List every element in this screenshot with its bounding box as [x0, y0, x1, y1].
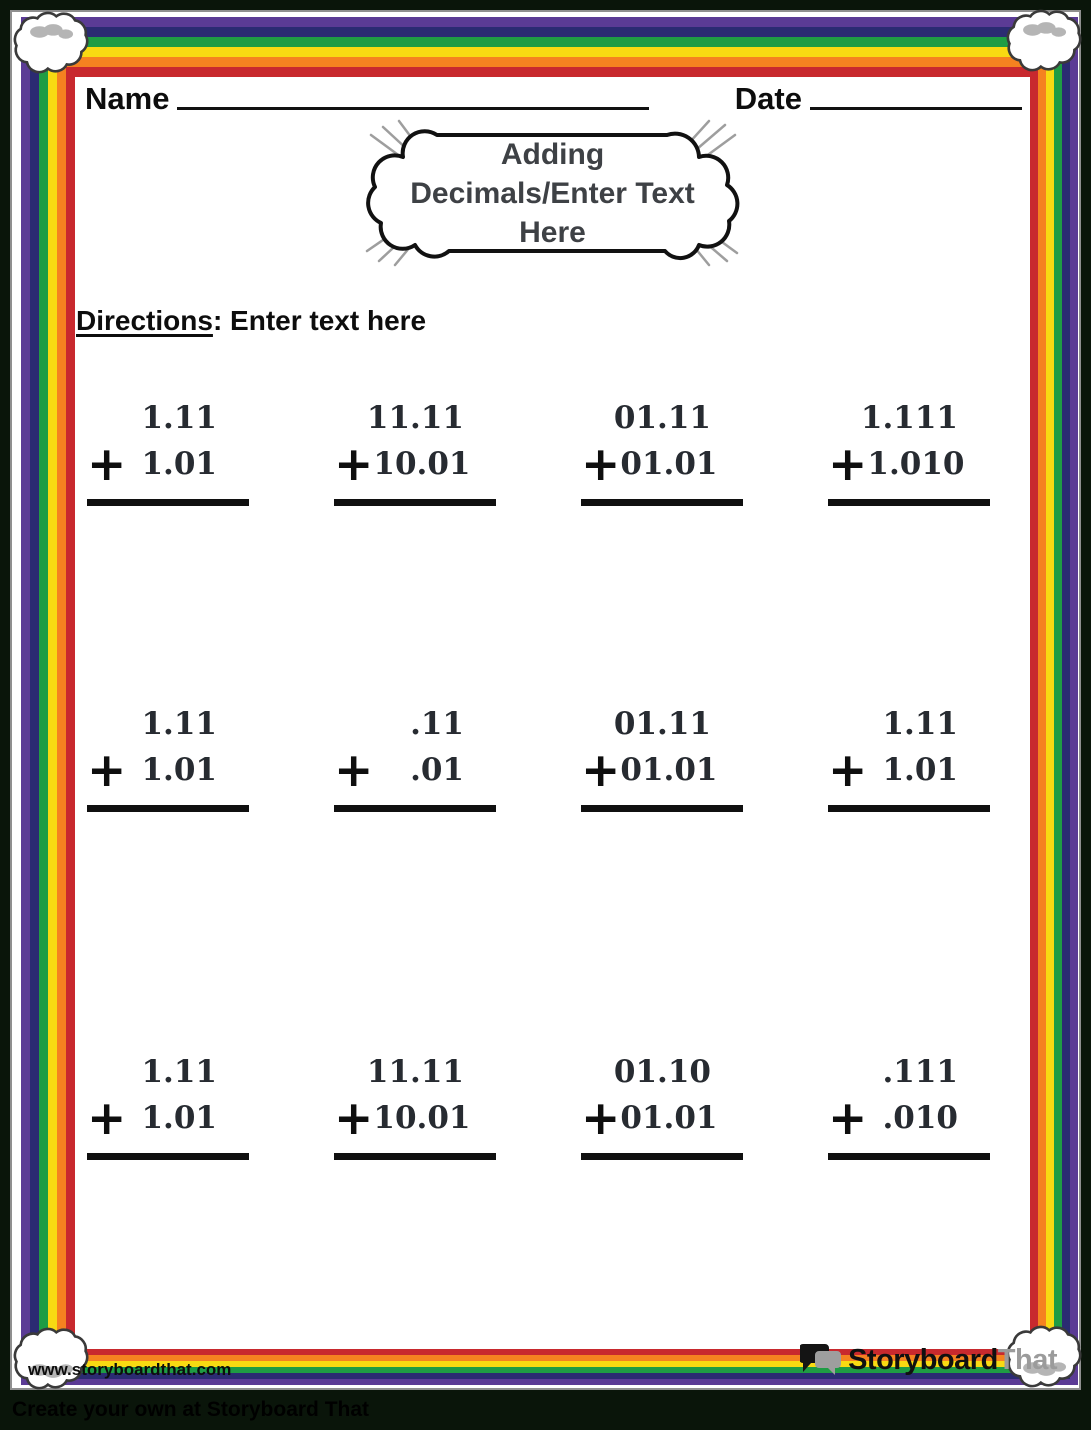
border-band-orange — [57, 57, 1046, 1361]
answer-line — [828, 805, 990, 812]
problem — [334, 706, 496, 812]
cloud-icon — [8, 10, 92, 82]
border-band-red — [66, 67, 1038, 1355]
plus-operator: + — [87, 1091, 127, 1146]
problem — [334, 1054, 496, 1160]
problem — [828, 706, 990, 812]
addend-top: 1.11 — [882, 706, 958, 742]
problem — [828, 1054, 990, 1160]
footer-note-link[interactable]: Create your own at Storyboard That — [12, 1398, 370, 1421]
addend-top: .11 — [410, 706, 464, 742]
plus-operator: + — [334, 1091, 374, 1146]
name-date-row — [85, 81, 1022, 117]
plus-operator: + — [334, 743, 374, 798]
border-band-indigo — [30, 27, 1070, 1379]
site-url-link[interactable]: www.storyboardthat.com — [28, 1360, 232, 1379]
speech-bubble-icon — [800, 1342, 844, 1378]
problem — [87, 400, 249, 506]
problems-row-1 — [75, 400, 1030, 506]
cloud-icon — [1001, 8, 1085, 80]
addend-bottom: 10.01 — [373, 1100, 471, 1137]
answer-line — [581, 1153, 743, 1160]
addend-bottom: 10.01 — [373, 446, 471, 483]
addend-top: 11.11 — [366, 1054, 464, 1090]
addend-top: 1.11 — [141, 400, 217, 436]
plus-operator: + — [334, 437, 374, 492]
problem — [87, 706, 249, 812]
problems-row-2 — [75, 706, 1030, 812]
problem — [581, 400, 743, 506]
problem — [581, 1054, 743, 1160]
answer-line — [828, 499, 990, 506]
rainbow-border — [21, 17, 1078, 1385]
plus-operator: + — [581, 1091, 621, 1146]
border-band-yellow — [48, 47, 1054, 1367]
addend-bottom: 01.01 — [620, 752, 718, 789]
addend-bottom: 1.01 — [141, 446, 217, 483]
worksheet-sheet — [10, 10, 1081, 1390]
answer-line — [334, 805, 496, 812]
answer-line — [828, 1153, 990, 1160]
plus-operator: + — [828, 1091, 868, 1146]
answer-line — [87, 1153, 249, 1160]
plus-operator: + — [87, 437, 127, 492]
addend-top: .111 — [882, 1054, 958, 1090]
logo-part2: That — [997, 1343, 1057, 1376]
problem — [828, 400, 990, 506]
addend-top: 01.11 — [613, 706, 711, 742]
plus-operator: + — [828, 743, 868, 798]
directions-line — [76, 305, 426, 337]
worksheet-content — [75, 77, 1030, 1349]
title-cloud — [337, 119, 769, 267]
addend-bottom: .010 — [882, 1100, 958, 1137]
answer-line — [334, 499, 496, 506]
answer-line — [334, 1153, 496, 1160]
logo-text — [848, 1344, 1057, 1377]
answer-line — [581, 805, 743, 812]
problems-row-3 — [75, 1054, 1030, 1160]
problem — [87, 1054, 249, 1160]
addend-bottom: 1.010 — [867, 446, 965, 483]
answer-line — [87, 499, 249, 506]
addend-bottom: 1.01 — [882, 752, 958, 789]
logo-part1: Storyboard — [848, 1343, 998, 1376]
addend-bottom: 1.01 — [141, 1100, 217, 1137]
storyboardthat-logo[interactable] — [800, 1342, 1057, 1378]
plus-operator: + — [87, 743, 127, 798]
name-blank-line — [177, 107, 649, 110]
addend-bottom: .01 — [410, 752, 464, 789]
addend-bottom: 01.01 — [620, 446, 718, 483]
addend-top: 1.111 — [860, 400, 958, 436]
answer-line — [87, 805, 249, 812]
border-band-green — [39, 37, 1062, 1373]
addend-top: 1.11 — [141, 1054, 217, 1090]
addend-bottom: 01.01 — [620, 1100, 718, 1137]
plus-operator: + — [581, 437, 621, 492]
date-label: Date — [734, 81, 802, 116]
addend-bottom: 1.01 — [141, 752, 217, 789]
problem — [334, 400, 496, 506]
problem — [581, 706, 743, 812]
addend-top: 11.11 — [366, 400, 464, 436]
directions-label: Directions — [76, 305, 213, 336]
plus-operator: + — [581, 743, 621, 798]
directions-text: : Enter text here — [212, 305, 427, 336]
addend-top: 01.11 — [613, 400, 711, 436]
name-label: Name — [85, 81, 170, 116]
addend-top: 01.10 — [613, 1054, 711, 1090]
plus-operator: + — [828, 437, 868, 492]
border-band-violet — [21, 17, 1078, 1385]
addend-top: 1.11 — [141, 706, 217, 742]
date-blank-line — [810, 107, 1022, 110]
answer-line — [581, 499, 743, 506]
worksheet-title: Adding Decimals/Enter Text Here — [410, 137, 695, 249]
